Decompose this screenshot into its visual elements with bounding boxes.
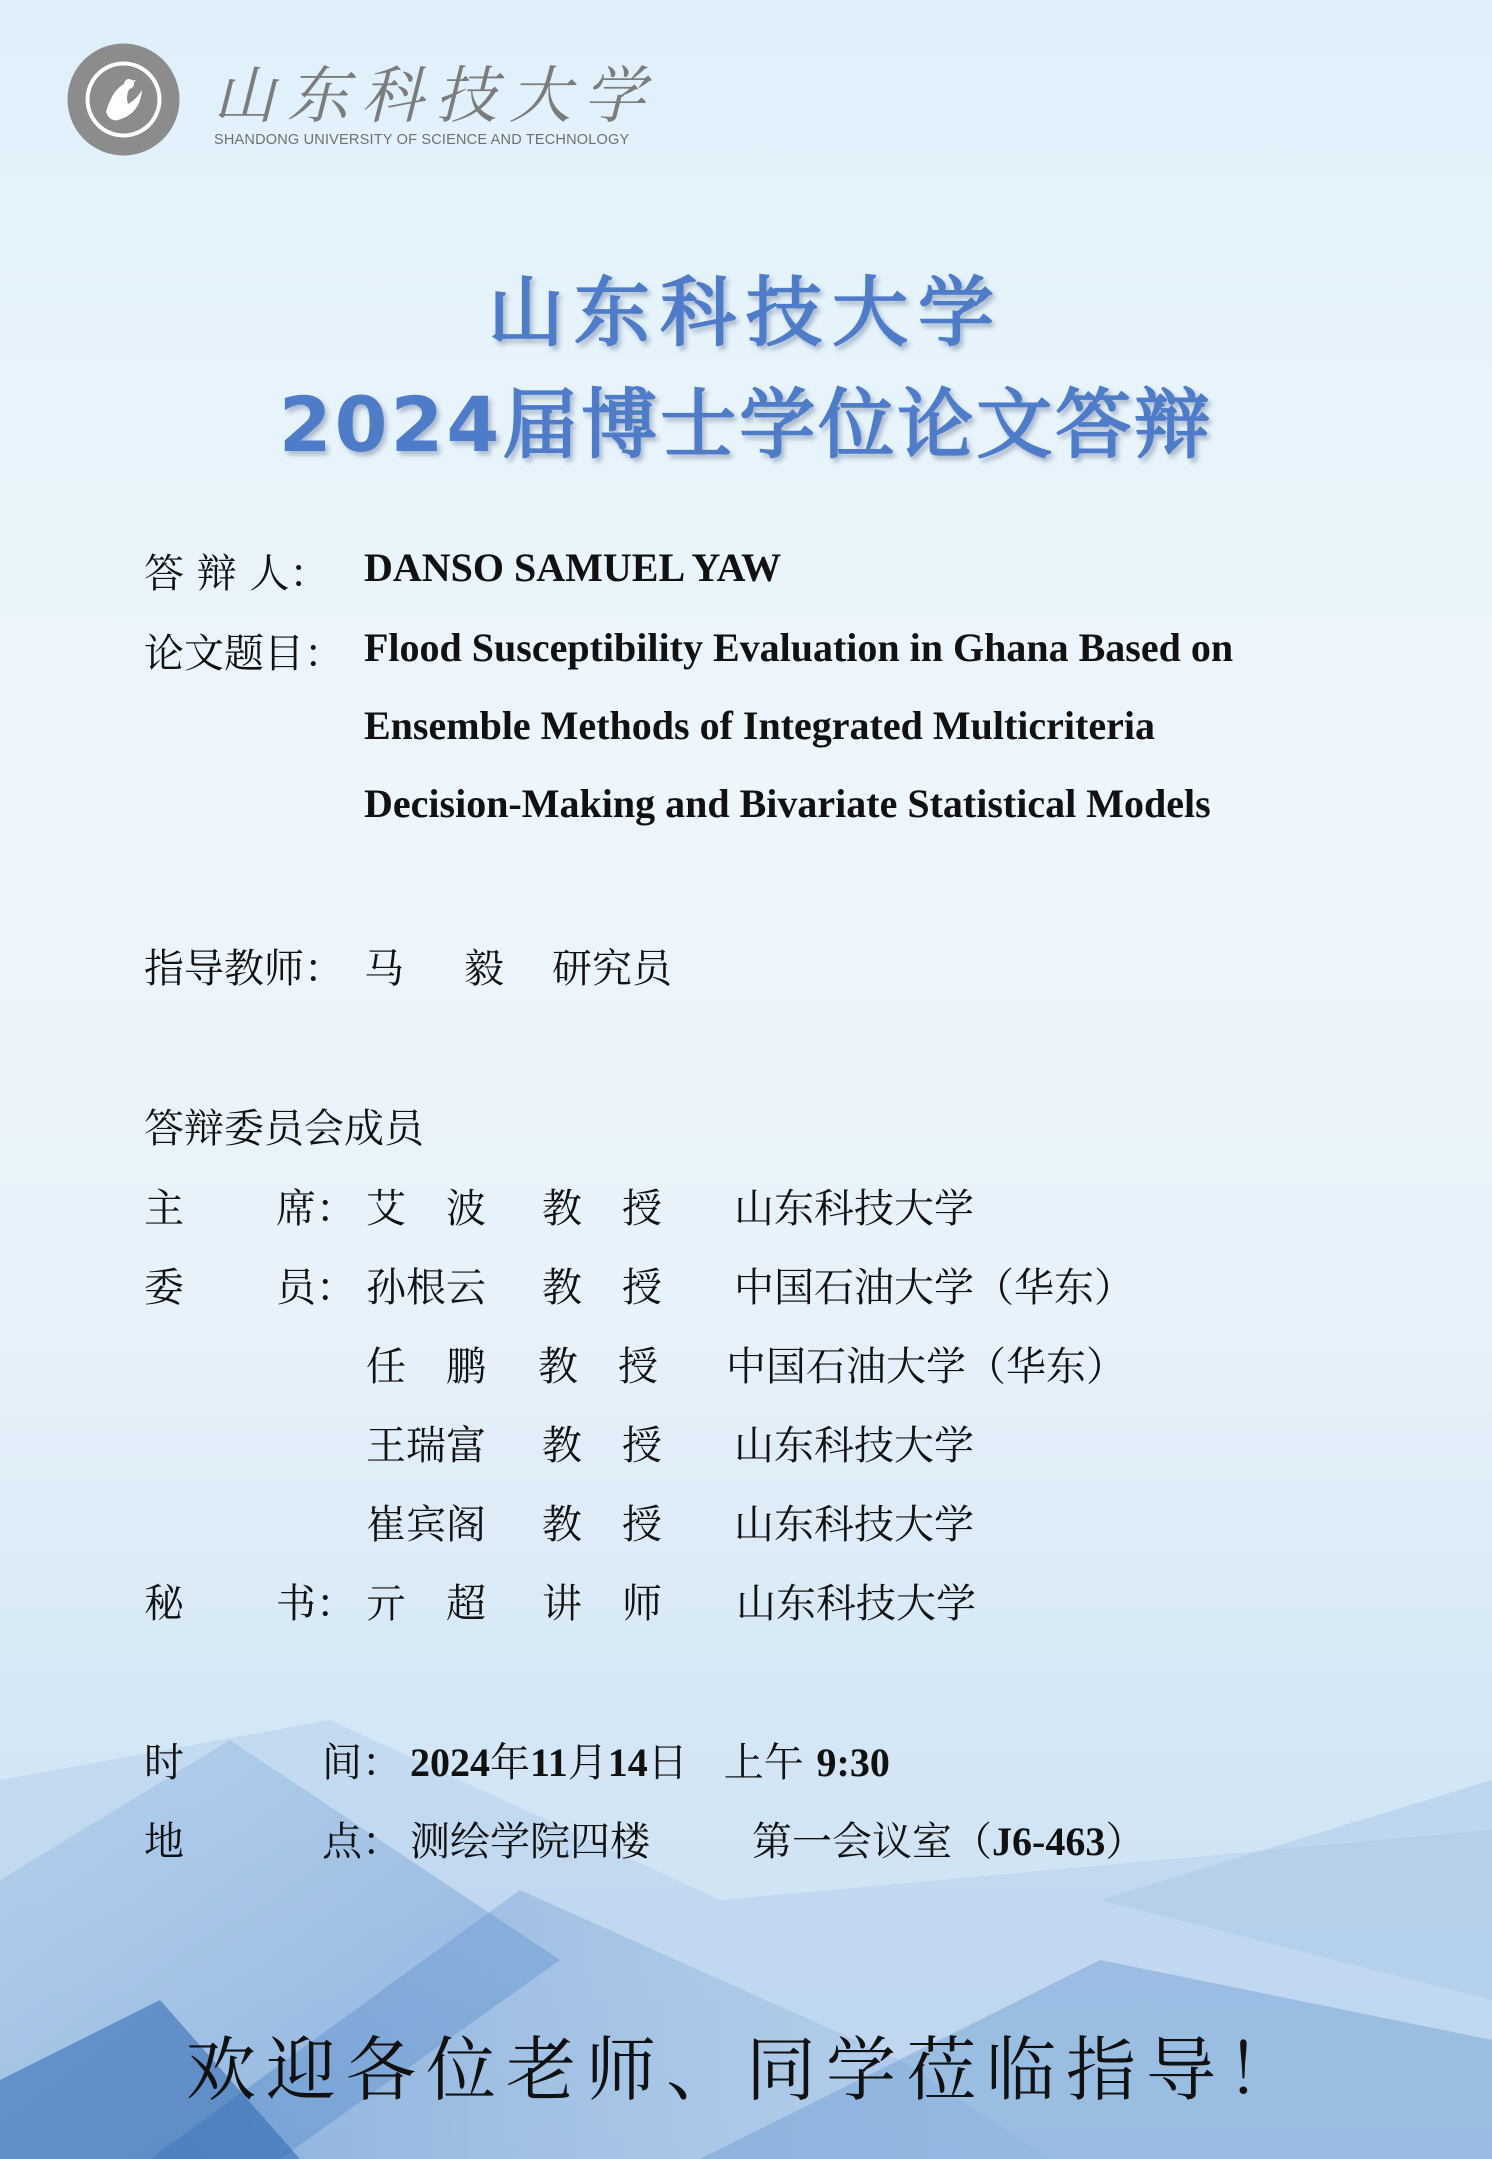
advisor-label: 指导教师： xyxy=(144,946,344,992)
welcome-message: 欢迎各位老师、同学莅临指导！ xyxy=(186,2029,1306,2111)
place-label: 地 xyxy=(144,1819,184,1865)
university-seal-logo xyxy=(66,42,181,157)
time-label: 间： xyxy=(322,1740,402,1786)
committee-member-affiliation: 山东科技大学 xyxy=(736,1581,976,1627)
secretary-label: 书： xyxy=(276,1581,356,1627)
committee-member-name: 崔宾阁 xyxy=(366,1502,486,1548)
thesis-label: 论文题目： xyxy=(144,631,344,677)
member-label: 委 xyxy=(144,1265,184,1311)
thesis-title-line: Ensemble Methods of Integrated Multicriteria xyxy=(364,703,1155,748)
chair-label: 席： xyxy=(276,1186,356,1232)
place-label: 点： xyxy=(322,1819,402,1865)
committee-member-name: 王瑞富 xyxy=(366,1423,486,1469)
committee-heading: 答辩委员会成员 xyxy=(144,1106,424,1152)
university-name-calligraphy: 山东科技大学 xyxy=(213,59,658,132)
place-room: 第一会议室（J6-463） xyxy=(752,1819,1146,1865)
committee-member-affiliation: 中国石油大学（华东） xyxy=(726,1344,1126,1390)
advisor-title: 研究员 xyxy=(552,946,672,992)
committee-member-title: 教 授 xyxy=(542,1265,662,1311)
university-name-english: SHANDONG UNIVERSITY OF SCIENCE AND TECHNOLOGY xyxy=(214,132,630,148)
place-building: 测绘学院四楼 xyxy=(410,1819,650,1865)
secretary-label: 秘 xyxy=(144,1581,184,1627)
committee-member-title: 教 授 xyxy=(542,1502,662,1548)
committee-member-affiliation: 山东科技大学 xyxy=(734,1186,974,1232)
defender-label: 答 辩 人： xyxy=(144,551,330,597)
committee-member-affiliation: 山东科技大学 xyxy=(734,1502,974,1548)
committee-member-affiliation: 山东科技大学 xyxy=(734,1423,974,1469)
chair-label: 主 xyxy=(144,1186,184,1232)
committee-member-name: 亓 超 xyxy=(366,1581,486,1627)
committee-member-name: 艾 波 xyxy=(366,1186,486,1232)
thesis-title-line: Flood Susceptibility Evaluation in Ghana Based on xyxy=(364,625,1234,670)
committee-member-title: 教 授 xyxy=(542,1423,662,1469)
member-label: 员： xyxy=(276,1265,356,1311)
defender-name: DANSO SAMUEL YAW xyxy=(364,545,782,590)
title-event: 2024届博士学位论文答辩 xyxy=(278,380,1214,469)
thesis-title-line: Decision-Making and Bivariate Statistical Models xyxy=(364,781,1211,826)
defense-date: 2024年11月14日 上午 9:30 xyxy=(410,1740,890,1786)
time-label: 时 xyxy=(144,1740,184,1786)
committee-member-title: 教 授 xyxy=(542,1186,662,1232)
title-university: 山东科技大学 xyxy=(488,268,1004,357)
committee-member-title: 教 授 xyxy=(538,1344,658,1390)
committee-member-title: 讲 师 xyxy=(542,1581,662,1627)
committee-member-name: 孙根云 xyxy=(366,1265,486,1311)
committee-member-affiliation: 中国石油大学（华东） xyxy=(734,1265,1134,1311)
advisor-name: 毅 xyxy=(464,946,504,992)
advisor-name: 马 xyxy=(364,946,404,992)
committee-member-name: 任 鹏 xyxy=(366,1344,486,1390)
